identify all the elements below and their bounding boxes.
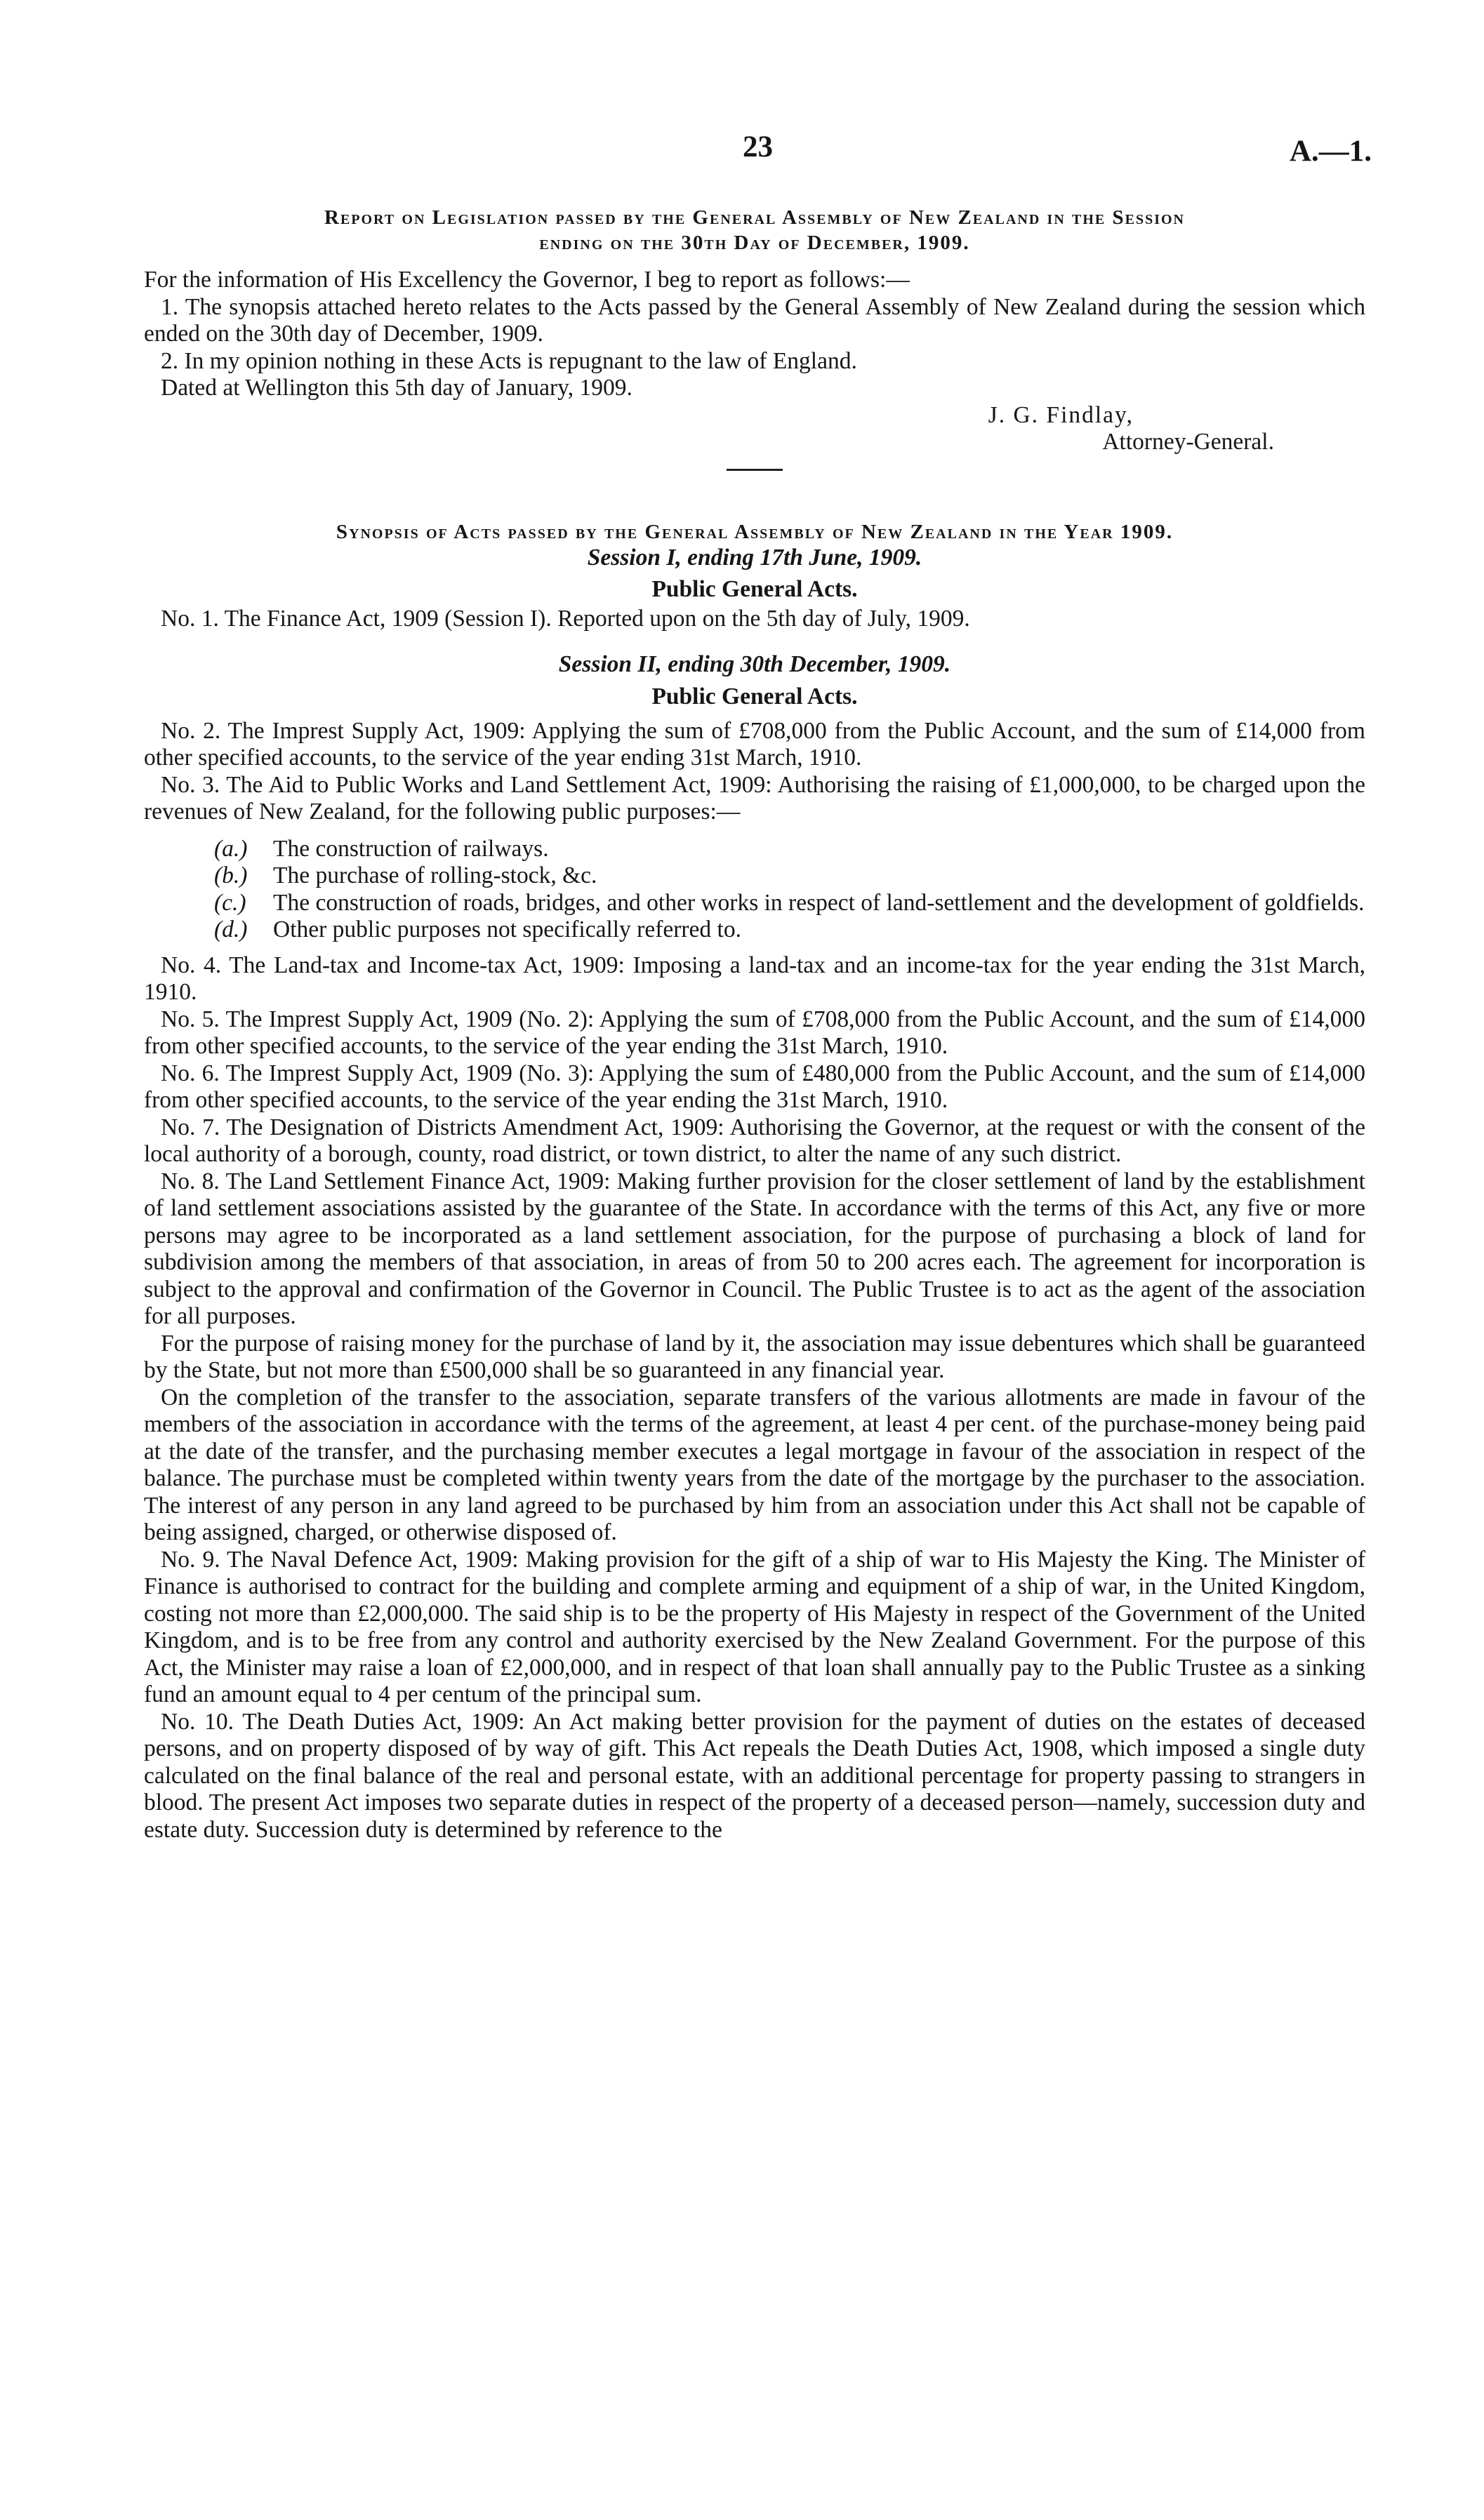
act-9: No. 9. The Naval Defence Act, 1909: Making provision for the gift of a ship of war to His Majesty the King. The Minister of Finance is authorised to contract for the building and complete arming and equipment of a ship of war, in the United Kingdom, costing not more than £2,000,000. The said ship is to be the property of His Majesty in respect of the Government of the United Kingdom, and is to be free from any control and authority exercised by the New Zealand Government. For the purpose of this Act, the Minister may raise a loan of £2,000,000, and in respect of that loan shall annually pay to the Public Trustee as a sinking fund an amount equal to 4 per centum of the principal sum. [144,1546,1365,1707]
page-header [144,130,1372,179]
synopsis-section [144,519,1365,1844]
act-8-paragraph-1: No. 8. The Land Settlement Finance Act, 1909: Making further provision for the closer settlement of land by the establishment of land settlement associations assisted by the guarantee of the State. In accordance with the terms of this Act, any five or more persons may agree to be incorporated as a land settlement association, for the purpose of purchasing a block of land for subdivision among the members of that association, in areas of from 50 to 200 acres each. The agreement for incorporation is subject to the approval and confirmation of the Governor in Council. The Public Trustee is to act as the agent of the association for all purposes. [144,1168,1365,1329]
report-intro: For the information of His Excellency the Governor, I beg to report as follows:— [144,267,910,293]
session2-heading: Session II, ending 30th December, 1909. [558,651,951,677]
synopsis-title: Synopsis of Acts passed by the General Assembly of New Zealand in the Year 1909. [336,521,1174,543]
report-point-2: 2. In my opinion nothing in these Acts is repugnant to the law of England. [161,347,857,374]
act-8-paragraph-3: On the completion of the transfer to the association, separate transfers of the various allotments are made in favour of the members of the association in accordance with the terms of the agreement, at least 4 per cent. of the purchase-money being paid at the date of the transfer, and the purchasing member executes a legal mortgage in favour of the association in respect of the balance. The purchase must be completed within twenty years from the date of the mortgage by the purchaser to the association. The interest of any person in any land agreed to be purchased by him from an association under this Act shall not be capable of being assigned, charged, or otherwise disposed of. [144,1384,1365,1545]
signatory-title: Attorney-General. [1102,429,1274,455]
act-10: No. 10. The Death Duties Act, 1909: An Act making better provision for the payment of duties on the estates of deceased persons, and on property disposed of by way of gift. This Act repeals the Death Duties Act, 1908, which imposed a single duty calculated on the final balance of the real and personal estate, with an additional percentage for property passing to strangers in blood. The present Act imposes two separate duties in respect of the property of a deceased person—namely, succession duty and estate duty. Succession duty is determined by reference to the [144,1708,1365,1843]
report-title-line1: Report on Legislation passed by the General Assembly of New Zealand in the Session [324,206,1185,229]
list-item: (a.) The construction of railways. [214,835,549,862]
section-divider [727,469,783,471]
report-point-1: 1. The synopsis attached hereto relates to the Acts passed by the General Assembly of New Zealand during the session which ended on the 30th day of December, 1909. [144,293,1365,347]
report-section [144,205,1365,471]
act-4: No. 4. The Land-tax and Income-tax Act, 1909: Imposing a land-tax and an income-tax for the year ending the 31st March, 1910. [144,952,1365,1005]
session1-subheading: Public General Acts. [651,575,858,602]
page-number: 23 [743,131,773,164]
list-item: (c.) The construction of roads, bridges, and other works in respect of land-settlement and the development of goldfields. [214,889,1365,916]
act-2: No. 2. The Imprest Supply Act, 1909: Applying the sum of £708,000 from the Public Account, and the sum of £14,000 from other specified accounts, to the service of the year ending 31st March, 1910. [144,717,1365,771]
act-3: No. 3. The Aid to Public Works and Land Settlement Act, 1909: Authorising the raising of £1,000,000, to be charged upon the revenues of New Zealand, for the following public purposes:— [144,771,1365,825]
purposes-list [144,836,1365,944]
report-dated: Dated at Wellington this 5th day of January, 1909. [161,375,632,401]
act-8-paragraph-2: For the purpose of raising money for the purchase of land by it, the association may issue debentures which shall be guaranteed by the State, but not more than £500,000 shall be so guaranteed in any financial year. [144,1330,1365,1383]
act-6: No. 6. The Imprest Supply Act, 1909 (No. 3): Applying the sum of £480,000 from the Public Account, and the sum of £14,000 from other specified accounts, to the service of the year ending the 31st March, 1910. [144,1060,1365,1113]
list-item: (d.) Other public purposes not specifically referred to. [214,916,741,942]
page-reference: A.—1. [1289,135,1372,168]
report-title-line2: ending on the 30th Day of December, 1909. [539,232,970,254]
session1-heading: Session I, ending 17th June, 1909. [587,545,922,571]
act-5: No. 5. The Imprest Supply Act, 1909 (No. 2): Applying the sum of £708,000 from the Public Account, and the sum of £14,000 from other specified accounts, to the service of the year ending the 31st March, 1910. [144,1006,1365,1059]
list-item: (b.) The purchase of rolling-stock, &c. [214,862,597,888]
act-1: No. 1. The Finance Act, 1909 (Session I). Reported upon on the 5th day of July, 1909. [161,606,970,632]
session2-subheading: Public General Acts. [651,684,858,709]
act-7: No. 7. The Designation of Districts Amendment Act, 1909: Authorising the Governor, at the request or with the consent of the local authority of a borough, county, road district, or town district, to alter the name of any such district. [144,1114,1365,1167]
signatory-name: J. G. Findlay, [988,401,1134,428]
